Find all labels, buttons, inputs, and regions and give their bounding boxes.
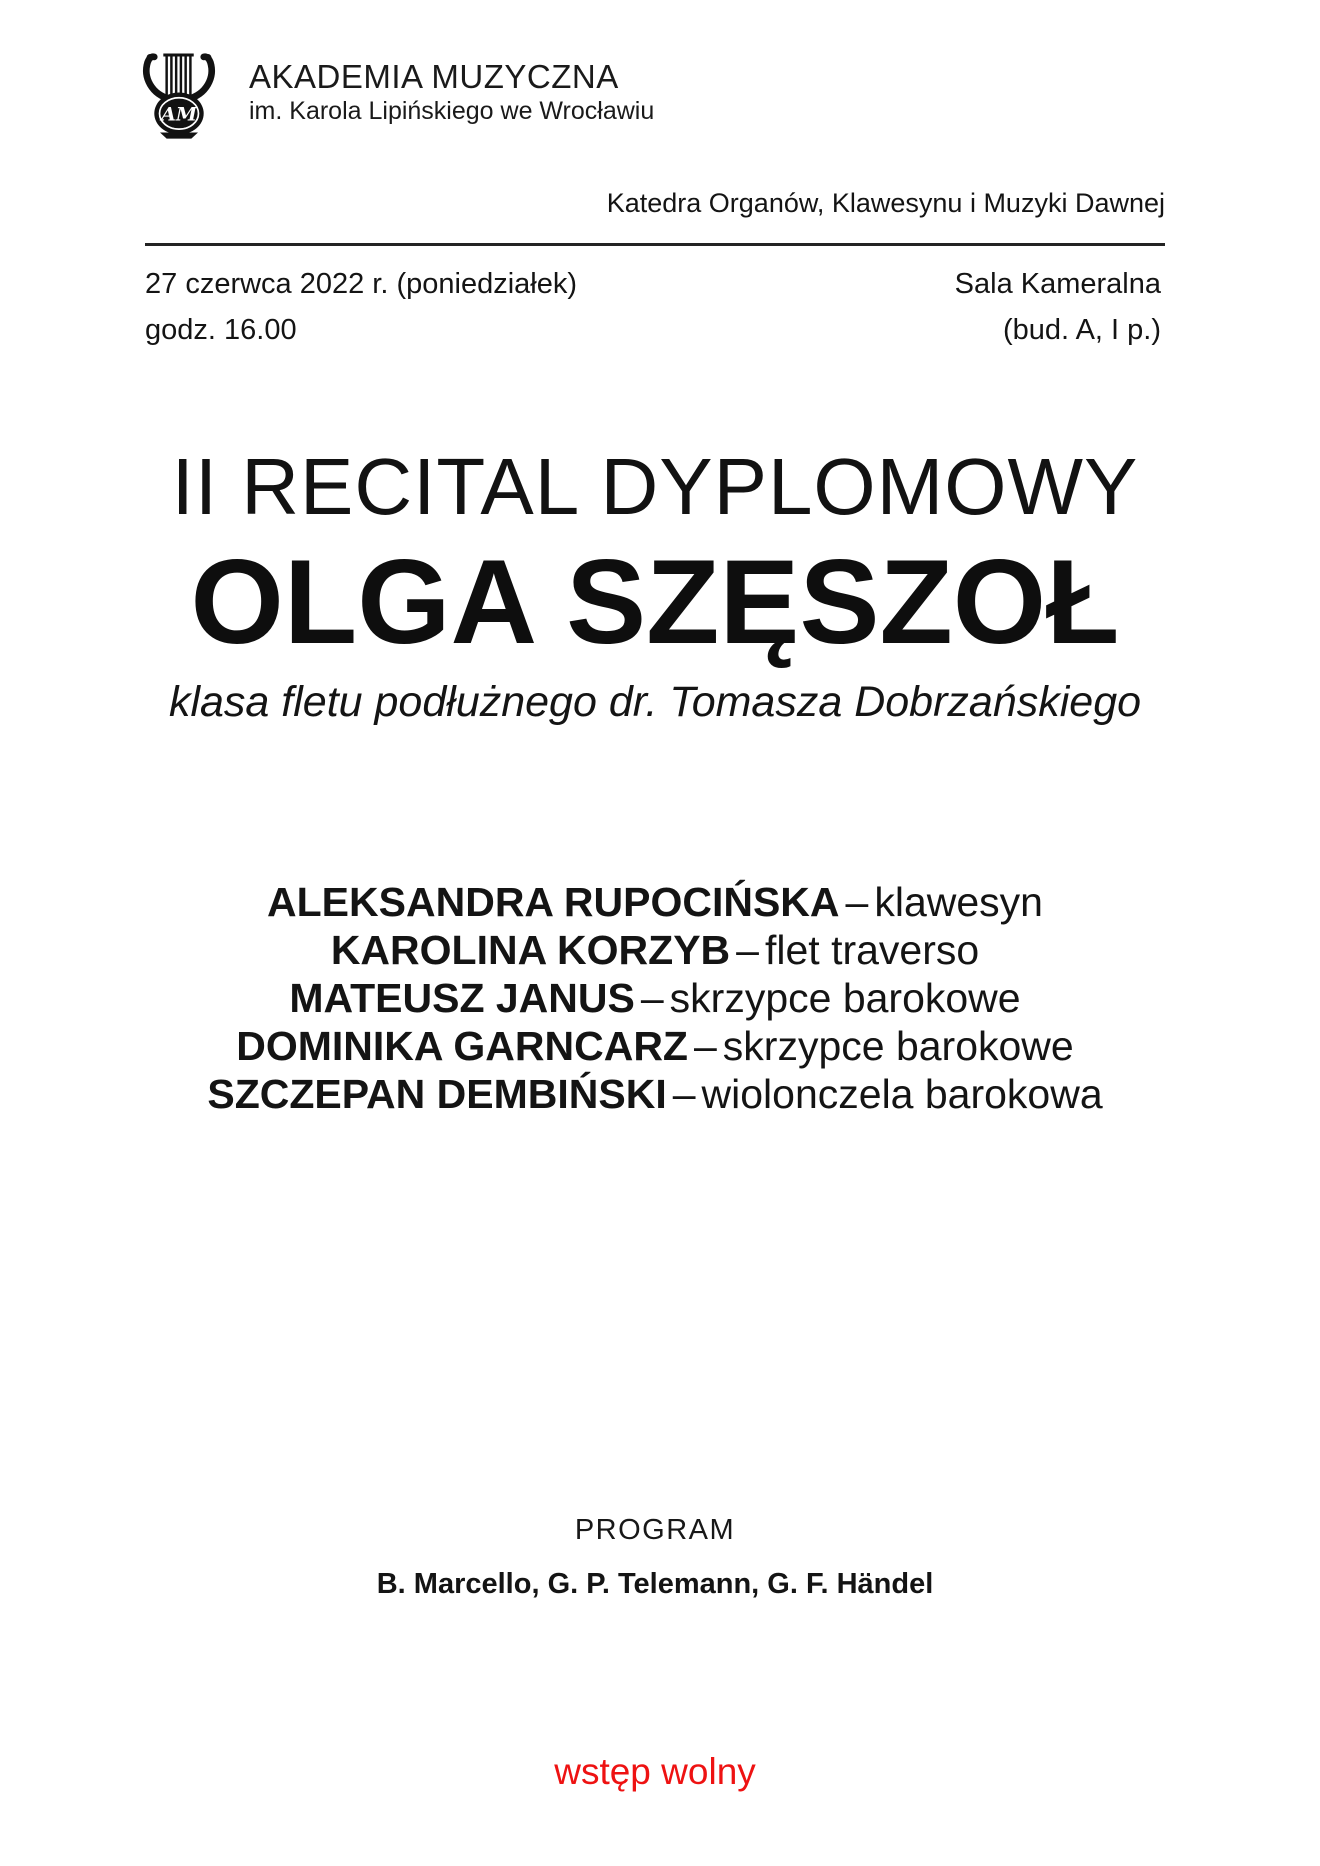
program-composers: B. Marcello, G. P. Telemann, G. F. Händel [376,1568,934,1600]
dash-separator: – [736,927,759,973]
org-name: AKADEMIA MUZYCZNA [249,58,619,95]
performer-line [145,926,1165,974]
performer-name: MATEUSZ JANUS [289,975,635,1021]
performer-instrument: skrzypce barokowe [669,975,1021,1021]
soloist-name: OLGA SZĘSZOŁ [190,535,1120,669]
academy-logo [131,46,227,141]
event-date: 27 czerwca 2022 r. (poniedziałek) [145,268,578,300]
department-line: Katedra Organów, Klawesynu i Muzyki Dawnej [606,188,1165,218]
event-time: godz. 16.00 [145,314,297,346]
performer-name: DOMINIKA GARNCARZ [236,1023,688,1069]
org-name-block [249,46,654,126]
dash-separator: – [845,879,869,925]
class-line: klasa fletu podłużnego dr. Tomasza Dobrzańskiego [168,678,1142,726]
event-info-row-1 [145,266,1165,302]
logo-monogram: AM [161,103,197,126]
performer-instrument: wiolonczela barokowa [701,1071,1103,1117]
dash-separator: – [640,975,664,1021]
performer-name: KAROLINA KORZYB [330,927,731,973]
performer-name: ALEKSANDRA RUPOCIŃSKA [267,879,840,925]
dash-separator: – [672,1071,696,1117]
performer-name: SZCZEPAN DEMBIŃSKI [207,1071,667,1117]
event-venue-detail: (bud. A, I p.) [1003,314,1161,346]
event-venue: Sala Kameralna [954,268,1161,300]
performer-instrument: flet traverso [764,927,980,973]
dash-separator: – [693,1023,717,1069]
org-subtitle: im. Karola Lipińskiego we Wrocławiu [249,97,655,125]
event-info-row-2 [145,312,1165,348]
lyre-icon [131,46,227,141]
recital-title: II RECITAL DYPLOMOWY [171,442,1139,531]
ensemble-list [145,878,1165,1118]
performer-line [145,1070,1165,1118]
program-heading: PROGRAM [574,1514,736,1546]
performer-line [145,974,1165,1022]
performer-instrument: skrzypce barokowe [722,1023,1074,1069]
performer-line [145,878,1165,926]
performer-instrument: klawesyn [874,879,1043,925]
admission-note: wstęp wolny [554,1751,756,1792]
header [145,46,1165,141]
header-divider [145,243,1165,246]
performer-line [145,1022,1165,1070]
